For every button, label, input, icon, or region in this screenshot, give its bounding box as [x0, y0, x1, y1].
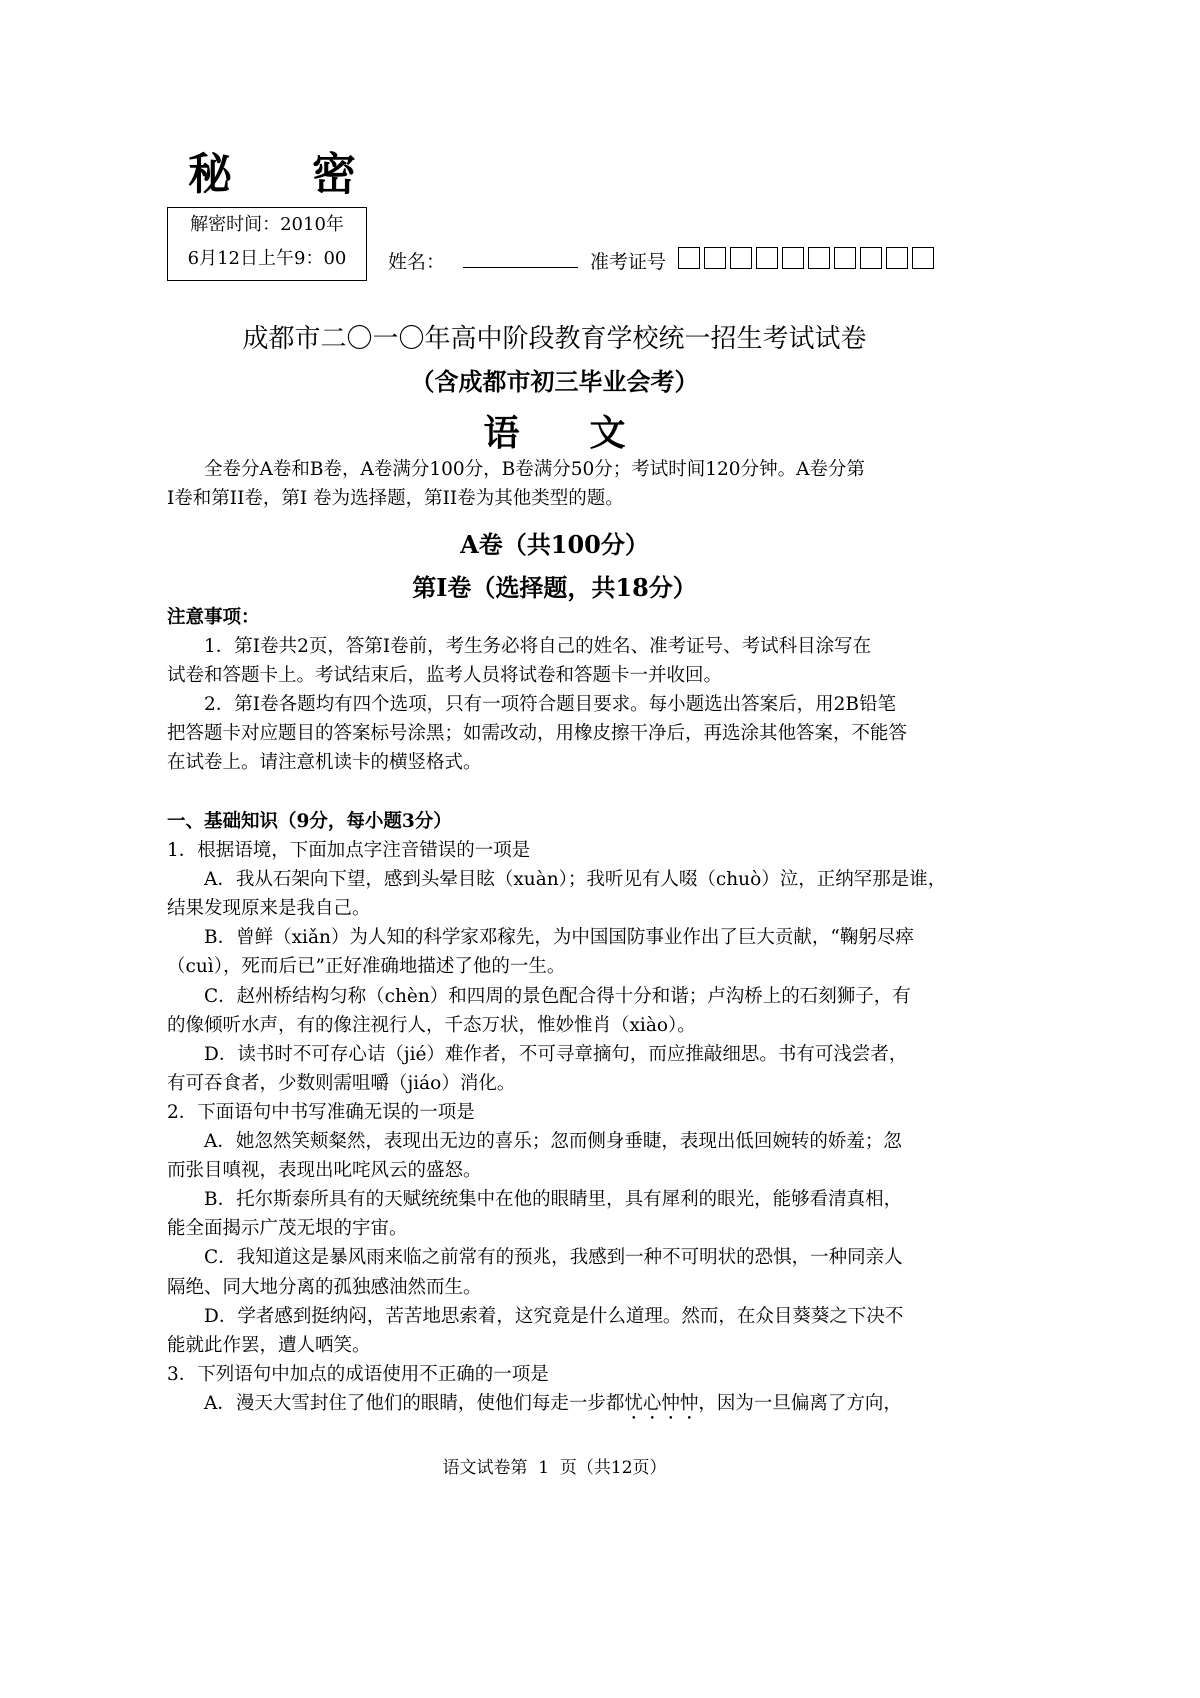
- section-heading-a: A卷（共100分）: [460, 530, 649, 559]
- option-text: ，因为一旦偏离了方向，: [698, 1392, 902, 1414]
- declassification-box: [167, 207, 367, 281]
- declass-line: 6月12日上午9：00: [187, 248, 347, 269]
- declass-line: 解密时间：2010年: [190, 214, 344, 235]
- question-stem: 2．下面语句中书写准确无误的一项是: [167, 1101, 475, 1123]
- intro-paragraph: [167, 455, 942, 513]
- exam-id-digit-box[interactable]: [730, 247, 752, 269]
- subject-title: 语文: [483, 412, 696, 454]
- option-line: 而张目嗔视，表现出叱咤风云的盛怒。: [167, 1160, 482, 1182]
- secret-label: 秘密: [188, 149, 436, 200]
- option-line: [167, 1389, 942, 1424]
- option-line: A．她忽然笑颊粲然，表现出无边的喜乐；忽而侧身垂睫，表现出低回婉转的娇羞；忽: [204, 1131, 902, 1153]
- option-line: （cuì），死而后已”正好准确地描述了他的一生。: [167, 956, 566, 978]
- text-line: 1．第I卷共2页，答第I卷前，考生务必将自己的姓名、准考证号、考试科目涂写在: [204, 636, 872, 658]
- name-field[interactable]: [388, 247, 578, 274]
- name-label: 姓名：: [388, 251, 446, 273]
- exam-title: 成都市二〇一〇年高中阶段教育学校统一招生考试试卷: [242, 324, 867, 354]
- option-line: 的像倾听水声，有的像注视行人，千态万状，惟妙惟肖（xiào）。: [167, 1014, 696, 1036]
- text-line: 全卷分A卷和B卷，A卷满分100分，B卷满分50分；考试时间120分钟。A卷分第: [204, 459, 865, 480]
- option-line: 能全面揭示广茂无垠的宇宙。: [167, 1218, 408, 1240]
- option-line: A．我从石架向下望，感到头晕目眩（xuàn）；我听见有人啜（chuò）泣，正纳罕那是谁，: [204, 869, 947, 891]
- text-line: 试卷和答题卡上。考试结束后，监考人员将试卷和答题卡一并收回。: [167, 665, 723, 687]
- dotted-idiom: 忧心忡忡: [624, 1392, 699, 1414]
- exam-id-digit-box[interactable]: [782, 247, 804, 269]
- option-line: D．读书时不可存心诘（jié）难作者，不可寻章摘句，而应推敲细思。书有可浅尝者，: [204, 1043, 908, 1065]
- page-footer: 语文试卷第 1 页（共12页）: [442, 1458, 667, 1478]
- option-line: 有可吞食者，少数则需咀嚼（jiáo）消化。: [167, 1072, 516, 1094]
- section-heading-basics: 一、基础知识（9分，每小题3分）: [167, 811, 452, 832]
- option-line: 能就此作罢，遭人哂笑。: [167, 1334, 371, 1356]
- exam-id-digit-box[interactable]: [860, 247, 882, 269]
- option-line: D．学者感到挺纳闷，苦苦地思索着，这究竟是什么道理。然而，在众目葵葵之下决不: [204, 1305, 904, 1327]
- exam-id-label: 准考证号: [590, 251, 667, 273]
- exam-id-digit-box[interactable]: [704, 247, 726, 269]
- text-line: 2．第I卷各题均有四个选项，只有一项符合题目要求。每小题选出答案后，用2B铅笔: [204, 694, 896, 716]
- notice-label: 注意事项：: [167, 607, 260, 628]
- option-line: C．我知道这是暴风雨来临之前常有的预兆，我感到一种不可明状的恐惧，一种同亲人: [204, 1247, 903, 1269]
- name-blank[interactable]: [463, 249, 578, 268]
- option-line: B．曾鲜（xiǎn）为人知的科学家邓稼先，为中国国防事业作出了巨大贡献，“鞠躬尽瘁: [204, 927, 914, 949]
- question-stem: 1．根据语境，下面加点字注音错误的一项是: [167, 840, 531, 862]
- option-text: A．漫天大雪封住了他们的眼睛，使他们每走一步都: [204, 1392, 625, 1414]
- text-line: 把答题卡对应题目的答案标号涂黑；如需改动，用橡皮擦干净后，再选涂其他答案，不能答: [167, 723, 908, 745]
- exam-id-digit-box[interactable]: [756, 247, 778, 269]
- exam-id-digit-box[interactable]: [886, 247, 908, 269]
- exam-id-digit-box[interactable]: [912, 247, 934, 269]
- text-line: 在试卷上。请注意机读卡的横竖格式。: [167, 752, 482, 774]
- option-line: 结果发现原来是我自己。: [167, 898, 371, 920]
- option-line: 隔绝、同大地分离的孤独感油然而生。: [167, 1276, 482, 1298]
- exam-id-digit-box[interactable]: [834, 247, 856, 269]
- question-stem: 3．下列语句中加点的成语使用不正确的一项是: [167, 1363, 549, 1385]
- text-line: I卷和第II卷，第I 卷为选择题，第II卷为其他类型的题。: [167, 488, 624, 510]
- notice-block: [167, 603, 942, 778]
- questions-block: [167, 807, 947, 1424]
- exam-id-field[interactable]: [590, 247, 934, 274]
- exam-id-digit-box[interactable]: [678, 247, 700, 269]
- option-line: B．托尔斯泰所具有的天赋统统集中在他的眼睛里，具有犀利的眼光，能够看清真相，: [204, 1189, 903, 1211]
- exam-subtitle: （含成都市初三毕业会考）: [410, 367, 699, 396]
- option-line: C．赵州桥结构匀称（chèn）和四周的景色配合得十分和谐；卢沟桥上的石刻狮子，有: [204, 985, 911, 1007]
- section-heading-i: 第I卷（选择题，共18分）: [412, 573, 697, 602]
- exam-id-digit-box[interactable]: [808, 247, 830, 269]
